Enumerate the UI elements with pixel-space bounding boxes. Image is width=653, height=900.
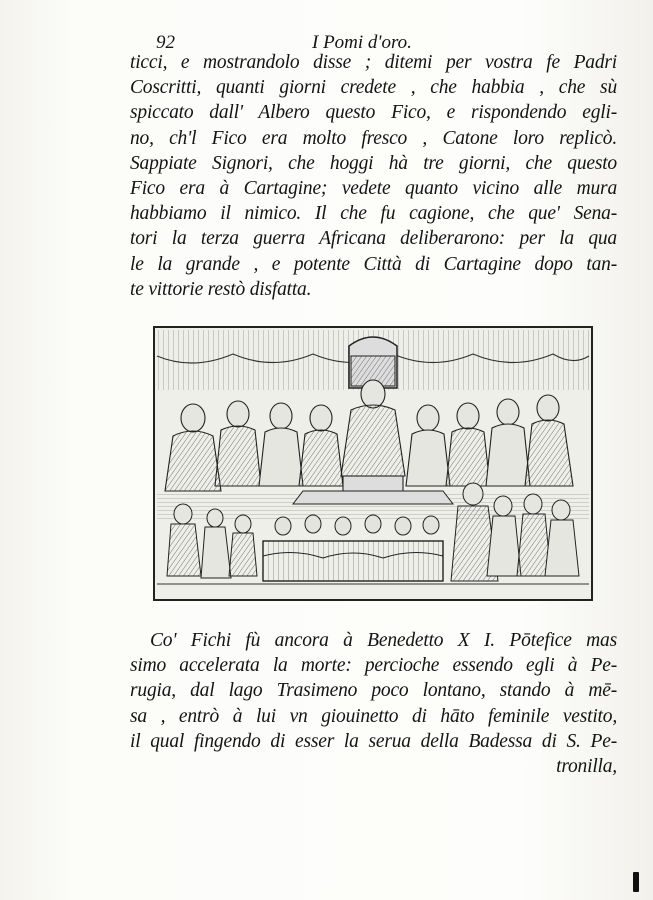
- text-line: simo accelerata la morte: percioche essendo egli à Pe-: [130, 655, 617, 677]
- text-line: habbiamo il nimico. Il che fu cagione, che que' Sena-: [130, 203, 617, 225]
- text-line: il qual fingendo di esser la serua della Badessa di S. Pe-: [130, 730, 617, 752]
- page-edge-mark: [633, 872, 639, 892]
- page-number: 92: [156, 32, 175, 53]
- woodcut-senate-scene-icon: [153, 326, 593, 601]
- text-line: Sappiate Signori, che hoggi hà tre giorni, che questo: [130, 152, 617, 174]
- text-line: rugia, dal lago Trasimeno poco lontano, stando à mē-: [130, 680, 617, 702]
- text-line: Coscritti, quanti giorni credete , che habbia , che sù: [130, 77, 617, 99]
- text-line: Fico era à Cartagine; vedete quanto vicino alle mura: [130, 178, 617, 200]
- text-line: tronilla,: [556, 756, 617, 778]
- text-block-lower: [130, 628, 617, 779]
- text-line: spiccato dall' Albero questo Fico, e rispondendo egli-: [130, 102, 617, 124]
- text-line: Co' Fichi fù ancora à Benedetto X I. Pōtefice mas: [150, 630, 617, 651]
- text-line: te vittorie restò disfatta.: [130, 278, 312, 300]
- text-line: le la grande , e potente Città di Cartagine dopo tan-: [130, 253, 617, 275]
- running-title: I Pomi d'oro.: [312, 32, 412, 53]
- text-block-upper: [130, 50, 617, 302]
- woodcut-illustration: [153, 326, 593, 601]
- text-line: tori la terza guerra Africana deliberarono: per la qua: [130, 228, 617, 250]
- text-line: no, ch'l Fico era molto fresco , Catone loro replicò.: [130, 127, 617, 149]
- text-line: sa , entrò à lui vn giouinetto di hāto feminile vestito,: [130, 705, 617, 727]
- text-line: ticci, e mostrandolo disse ; ditemi per vostra fe Padri: [130, 52, 617, 73]
